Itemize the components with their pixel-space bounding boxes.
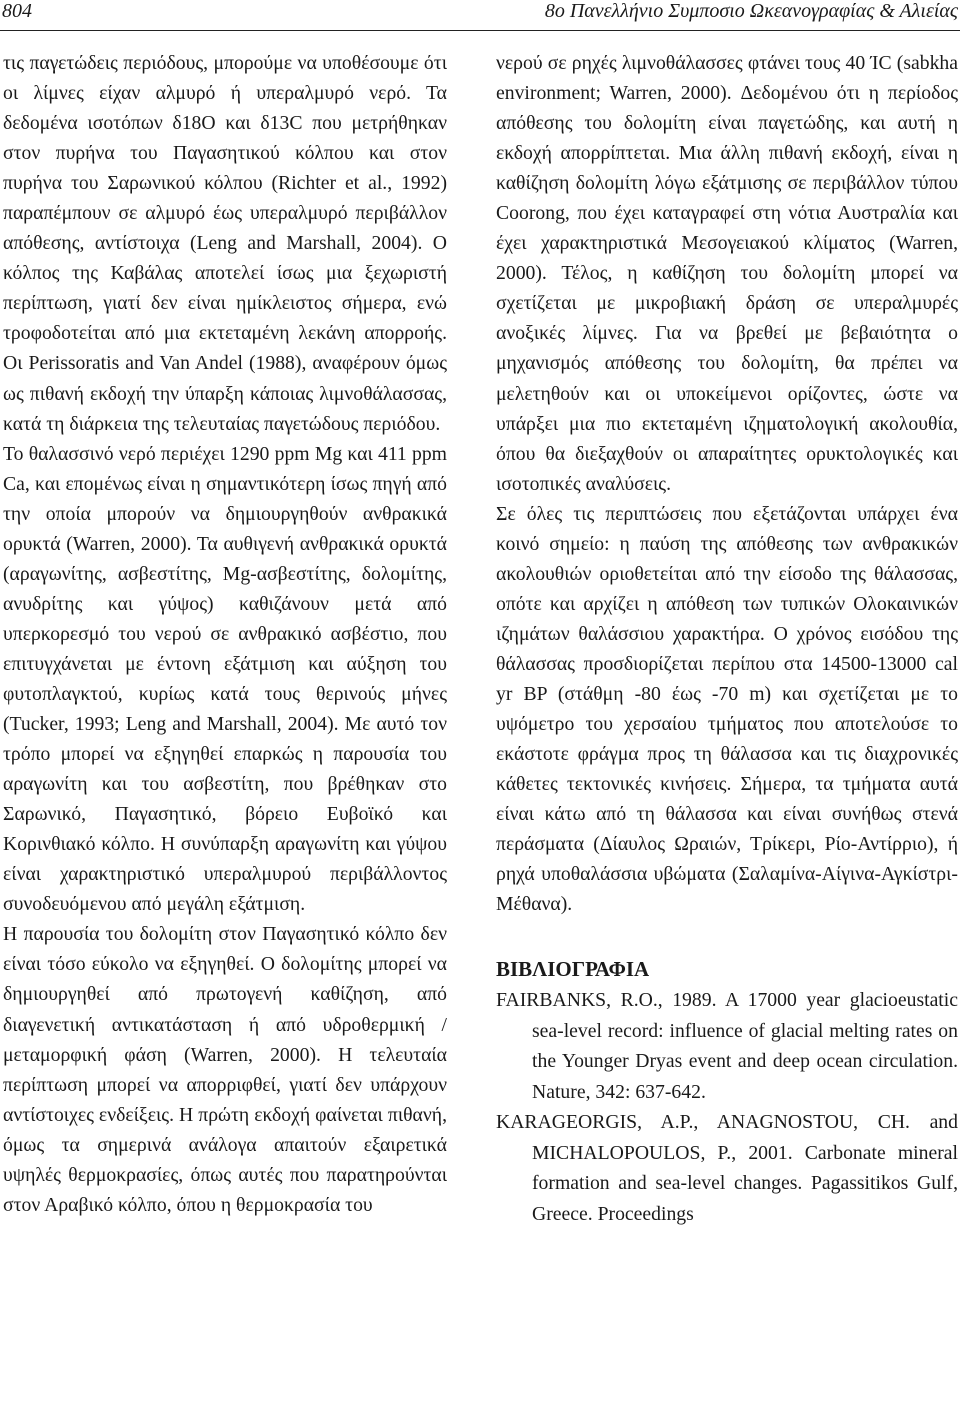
body-paragraph: Σε όλες τις περιπτώσεις που εξετάζονται υπάρχει ένα κοινό σημείο: η παύση της απόθεσης των ανθρακικών ακολουθιών οριοθετείται από την είσοδο της θάλασσας, οπότε και αρχίζει η απόθεση των τυπικών Ολοκαινικών ιζημάτων θαλάσσιου χαρακτήρα. Ο χρόνος εισόδου της θάλασσας προσδιορίζεται περίπου στα 14500-13000 cal yr BP (στάθμη -80 έως -70 m) και σχετίζεται με το υψόμετρο του χερσαίου τμήματος που αποτελούσε το εκάστοτε φράγμα προς τη θάλασσα και τις διαχρονικές κάθετες τεκτονικές κινήσεις. Σήμερα, τα τμήματα αυτά είναι κάτω από τη θάλασσα και είναι συνήθως στενά περάσματα (Δίαυλος Ωραιών, Τρίκερι, Ρίο-Αντίρριο), ή ρηχά υποθαλάσσια υβώματα (Σαλαμίνα-Αίγινα-Αγκίστρι-Μέθανα). xyxy=(496,502,958,916)
body-paragraph: Το θαλασσινό νερό περιέχει 1290 ppm Mg και 411 ppm Ca, και επομένως είναι η σημαντικότερη ίσως πηγή από την οποία μπορούν να δημιουργηθούν ανθρακικά ορυκτά (Warren, 2000). Τα αυθιγενή ανθρακικά ορυκτά (αραγωνίτης, ασβεστίτης, Mg-ασβεστίτης, δολομίτης, ανυδρίτης και γύψος) καθιζάνουν μετά από υπερκορεσμό του νερού σε ανθρακικό ασβέστιο, που επιτυγχάνεται με έντονη εξάτμιση και αύξηση του φυτοπλαγκτού, κυρίως κατά τους θερινούς μήνες (Tucker, 1993; Leng and Marshall, 2004). Με αυτό τον τρόπο μπορεί να εξηγηθεί επαρκώς η παρουσία του αραγωνίτη και του ασβεστίτη, που βρέθηκαν στο Σαρωνικό, Παγασητικό, βόρειο Ευβοϊκό και Κορινθιακό κόλπο. Η συνύπαρξη αραγωνίτη και γύψου είναι χαρακτηριστικό υπεραλμυρού περιβάλλοντος συνοδευόμενου από μεγάλη εξάτμιση. xyxy=(3,442,447,916)
running-title: 8ο Πανελλήνιο Συμποσιο Ωκεανογραφίας & Αλιείας xyxy=(544,0,958,22)
page-header xyxy=(0,0,960,31)
left-column xyxy=(3,48,447,1220)
page-number: 804 xyxy=(2,0,32,22)
references-heading: ΒΙΒΛΙΟΓΡΑΦΙΑ xyxy=(496,957,650,982)
right-column xyxy=(496,48,958,1229)
reference-entry: KARAGEORGIS, A.P., ANAGNOSTOU, CH. and MICHALOPOULOS, P., 2001. Carbonate mineral formation and sea-level changes. Pagassitikos Gulf, Greece. Proceedings xyxy=(496,1111,958,1225)
body-paragraph: νερού σε ρηχές λιμνοθάλασσες φτάνει τους 40 ΊC (sabkha environment; Warren, 2000). Δεδομένου ότι η περίοδος απόθεσης του δολομίτη είναι παγετώδης, και αυτή η εκδοχή απορρίπτεται. Μια άλλη πιθανή εκδοχή, είναι η καθίζηση δολομίτη λόγω εξάτμισης σε περιβάλλον τύπου Coorong, που έχει καταγραφεί στη νότια Αυστραλία και έχει χαρακτηριστικά Μεσογειακού κλίματος (Warren, 2000). Τέλος, η καθίζηση του δολομίτη μπορεί να σχετίζεται με μικροβιακή δράση σε υπεραλμυρές ανοξικές λίμνες. Για να βρεθεί με βεβαιότητα ο μηχανισμός απόθεσης του δολομίτη, θα πρέπει να μελετηθούν και οι υποκείμενοι ορίζοντες, ώστε να υπάρξει μια πιο εκτεταμένη ιζηματολογική ακολουθία, όπου θα διεξαχθούν οι απαραίτητες ορυκτολογικές και ισοτοπικές αναλύσεις. xyxy=(496,52,958,495)
body-paragraph: τις παγετώδεις περιόδους, μπορούμε να υποθέσουμε ότι οι λίμνες είχαν αλμυρό ή υπεραλμυρό νερό. Τα δεδομένα ισοτόπων δ18Ο και δ13C που μετρήθηκαν στον πυρήνα του Παγασητικού κόλπου και στον πυρήνα του Σαρωνικού κόλπου (Richter et al., 1992) παραπέμπουν σε αλμυρό έως υπεραλμυρό περιβάλλον απόθεσης, αντίστοιχα (Leng and Marshall, 2004). Ο κόλπος της Καβάλας αποτελεί ίσως μια ξεχωριστή περίπτωση, γιατί δεν είναι ημίκλειστος σήμερα, ενώ τροφοδοτείται από μια εκτεταμένη λεκάνη απορροής. Οι Perissoratis and Van Andel (1988), αναφέρουν όμως ως πιθανή εκδοχή την ύπαρξη κάποιας λιμνοθάλασσας, κατά τη διάρκεια της τελευταίας παγετώδους περιόδου. xyxy=(3,52,447,435)
body-paragraph: Η παρουσία του δολομίτη στον Παγασητικό κόλπο δεν είναι τόσο εύκολο να εξηγηθεί. Ο δολομίτης μπορεί να δημιουργηθεί από πρωτογενή καθίζηση, από διαγενετική αντικατάσταση ή από υδροθερμική / μεταμορφική φάση (Warren, 2000). Η τελευταία περίπτωση μπορεί να απορριφθεί, γιατί δεν υπάρχουν αντίστοιχες ενδείξεις. Η πρώτη εκδοχή φαίνεται πιθανή, όμως τα σημερινά ανάλογα απαιτούν εξαιρετικά υψηλές θερμοκρασίες, όπως αυτές που παρατηρούνται στον Αραβικό κόλπο, όπου η θερμοκρασία του xyxy=(3,923,447,1216)
reference-entry: FAIRBANKS, R.O., 1989. A 17000 year glacioeustatic sea-level record: influence of glacial melting rates on the Younger Dryas event and deep ocean circulation. Nature, 342: 637-642. xyxy=(496,989,958,1103)
